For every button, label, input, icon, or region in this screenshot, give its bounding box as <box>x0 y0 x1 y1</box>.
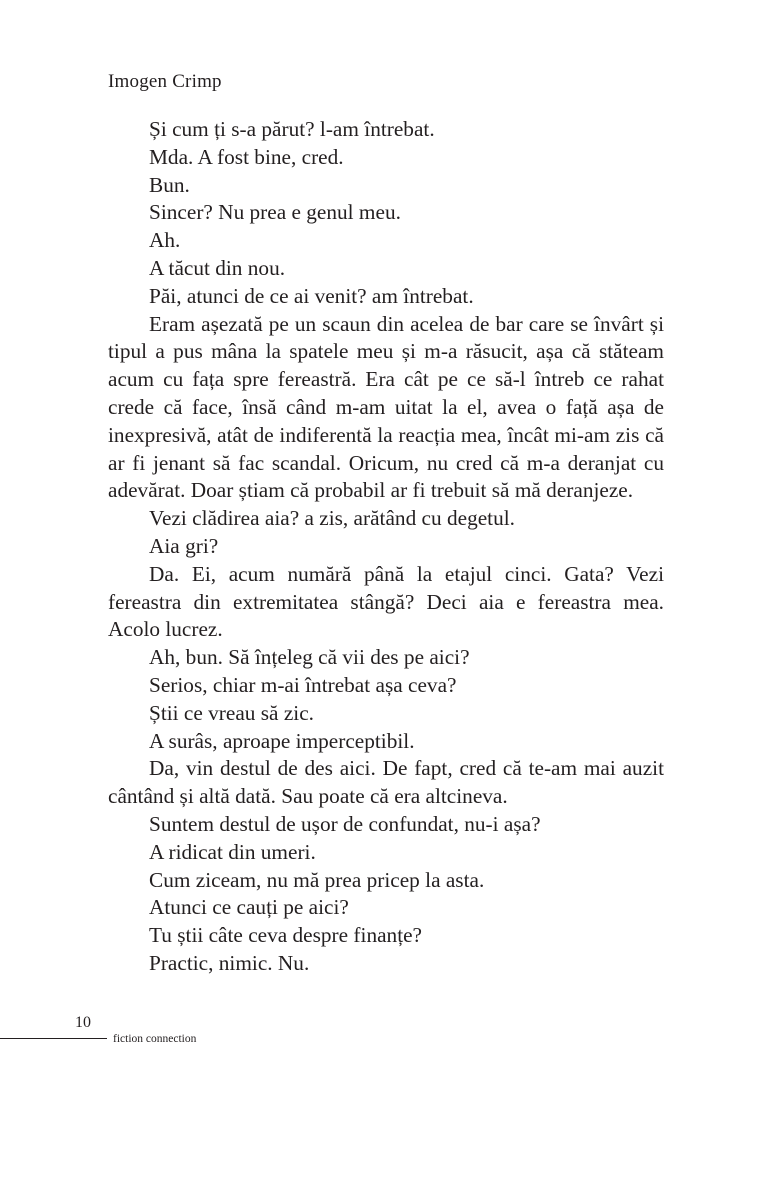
paragraph: Tu știi câte ceva despre finanțe? <box>149 923 423 948</box>
paragraph: Practic, nimic. Nu. <box>149 950 310 975</box>
paragraph: Da. Ei, acum numără până la etajul cinci. Gata? Vezi fereastra din extremitatea stângă? Deci aia e fereastra mea. Acolo lucrez. <box>108 561 664 642</box>
paragraph: Suntem destul de ușor de confundat, nu-i așa? <box>149 811 541 836</box>
paragraph: A surâs, aproape imperceptibil. <box>149 728 415 753</box>
paragraph: Ah, bun. Să înțeleg că vii des pe aici? <box>149 645 470 670</box>
page-number: 10 <box>75 1014 91 1031</box>
imprint: fiction connection <box>113 1033 197 1045</box>
paragraph: Mda. A fost bine, cred. <box>149 144 344 169</box>
paragraph: Eram așezată pe un scaun din acelea de bar care se învârt și tipul a pus mâna la spatele meu și m-a răsucit, așa că stăteam acum cu fața spre fereastră. Era cât pe ce să-l întreb ce rahat crede că face, însă când m-am uitat la el, avea o față așa de inexpresivă, atât de indiferentă la reacția mea, încât mi-am zis că ar fi jenant să fac scandal. Oricum, nu cred că m-a deranjat cu adevărat. Doar știam că probabil ar fi trebuit să mă deranjeze. <box>108 311 664 503</box>
paragraph: Ah. <box>149 228 181 253</box>
paragraph: Cum ziceam, nu mă prea pricep la asta. <box>149 867 485 892</box>
paragraph: Sincer? Nu prea e genul meu. <box>149 200 401 225</box>
paragraph: Știi ce vreau să zic. <box>149 700 314 725</box>
paragraph: Bun. <box>149 172 190 197</box>
running-head: Imogen Crimp <box>108 71 222 92</box>
paragraph: A tăcut din nou. <box>149 255 286 280</box>
paragraph: Atunci ce cauți pe aici? <box>149 895 349 920</box>
paragraph: A ridicat din umeri. <box>149 839 316 864</box>
paragraph: Păi, atunci de ce ai venit? am întrebat. <box>149 283 474 308</box>
paragraph: Serios, chiar m-ai întrebat așa ceva? <box>149 672 457 697</box>
paragraph: Vezi clădirea aia? a zis, arătând cu degetul. <box>149 506 515 531</box>
paragraph: Și cum ți s-a părut? l-am întrebat. <box>149 117 435 141</box>
paragraph: Da, vin destul de des aici. De fapt, cred că te-am mai auzit cântând și altă dată. Sau poate că era altcineva. <box>108 756 664 809</box>
body-text <box>108 116 664 978</box>
paragraph: Aia gri? <box>149 533 219 558</box>
footer-rule <box>0 1038 107 1039</box>
